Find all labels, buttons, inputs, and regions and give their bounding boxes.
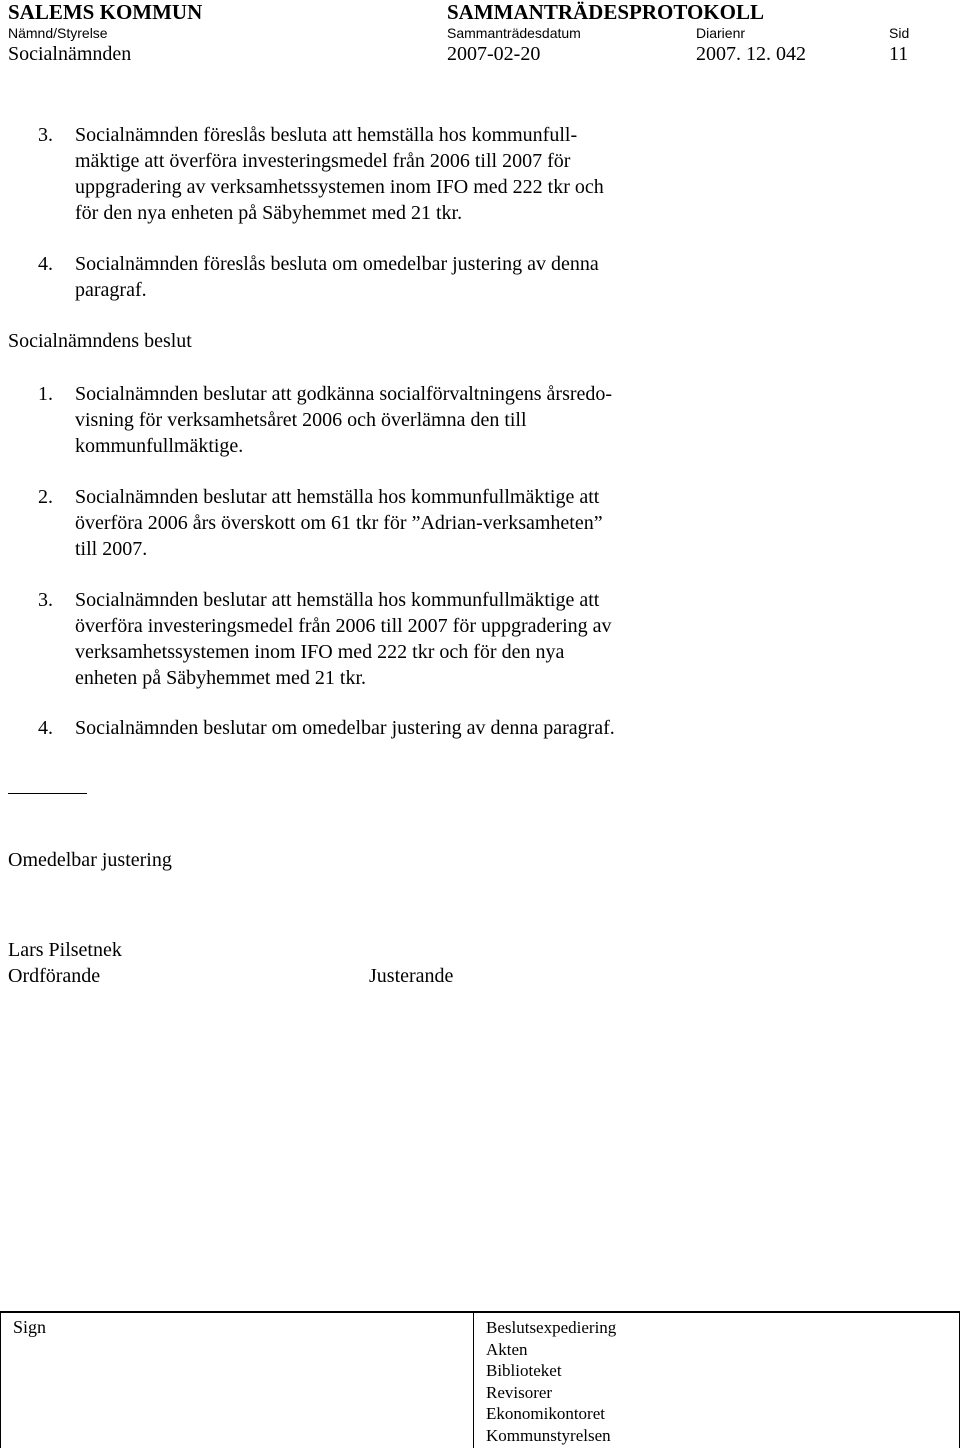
item-line: Socialnämnden beslutar att hemställa hos kommunfullmäktige att: [75, 589, 600, 611]
footer-divider: [473, 1313, 474, 1448]
registration-number-value: 2007. 12. 042: [696, 43, 806, 65]
item-line: verksamhetssystemen inom IFO med 222 tkr och för den nya: [75, 641, 565, 663]
item-number: 3.: [38, 589, 53, 611]
registration-number-label: Diarienr: [696, 25, 746, 41]
item-line: visning för verksamhetsåret 2006 och överlämna den till: [75, 409, 527, 431]
item-number: 2.: [38, 486, 53, 508]
recipient: Biblioteket: [486, 1361, 562, 1380]
item-line: enheten på Säbyhemmet med 21 tkr.: [75, 667, 367, 689]
page-number: 11: [889, 43, 909, 65]
item-line: överföra 2006 års överskott om 61 tkr för ”Adrian-verksamheten”: [75, 512, 603, 534]
item-line: Socialnämnden föreslås besluta att hemställa hos kommunfull-: [75, 124, 578, 146]
distribution-list: [486, 1317, 616, 1446]
adjuster-title: Justerande: [369, 965, 454, 987]
decision-heading: Socialnämndens beslut: [8, 330, 192, 352]
item-line: Socialnämnden beslutar att hemställa hos kommunfullmäktige att: [75, 486, 600, 508]
item-number: 3.: [38, 124, 53, 146]
item-line: uppgradering av verksamhetssystemen inom IFO med 222 tkr och: [75, 176, 604, 198]
item-line: till 2007.: [75, 538, 148, 560]
item-number: 4.: [38, 717, 53, 739]
recipient: Akten: [486, 1339, 528, 1359]
item-line: Socialnämnden föreslås besluta om omedelbar justering av denna: [75, 253, 599, 275]
item-line: mäktige att överföra investeringsmedel från 2006 till 2007 för: [75, 150, 571, 172]
sign-label: Sign: [13, 1317, 47, 1337]
recipient: Kommunstyrelsen: [486, 1425, 611, 1445]
board-value: Socialnämnden: [8, 43, 132, 65]
item-line: överföra investeringsmedel från 2006 till 2007 för uppgradering av: [75, 615, 612, 637]
meeting-date-label: Sammanträdesdatum: [447, 25, 581, 41]
item-line: Socialnämnden beslutar om omedelbar justering av denna paragraf.: [75, 717, 615, 739]
recipient: Ekonomikontoret: [486, 1404, 605, 1423]
item-line: Socialnämnden beslutar att godkänna socialförvaltningens årsredo-: [75, 383, 613, 405]
municipality-name: SALEMS KOMMUN: [8, 0, 203, 24]
footer-box: [0, 1311, 960, 1448]
separator-rule: [8, 793, 87, 794]
item-line: paragraf.: [75, 279, 147, 301]
item-number: 1.: [38, 383, 53, 405]
meeting-date-value: 2007-02-20: [447, 43, 541, 65]
board-label: Nämnd/Styrelse: [8, 25, 108, 41]
item-number: 4.: [38, 253, 53, 275]
document-type: SAMMANTRÄDESPROTOKOLL: [447, 0, 764, 24]
distribution-title: Beslutsexpediering: [486, 1318, 617, 1337]
immediate-adjustment-note: Omedelbar justering: [8, 849, 172, 871]
item-line: för den nya enheten på Säbyhemmet med 21 tkr.: [75, 202, 463, 224]
item-line: kommunfullmäktige.: [75, 435, 244, 457]
recipient: Revisorer: [486, 1382, 553, 1402]
chair-title: Ordförande: [8, 965, 101, 987]
chair-name: Lars Pilsetnek: [8, 939, 122, 961]
page-label: Sid: [889, 25, 910, 41]
